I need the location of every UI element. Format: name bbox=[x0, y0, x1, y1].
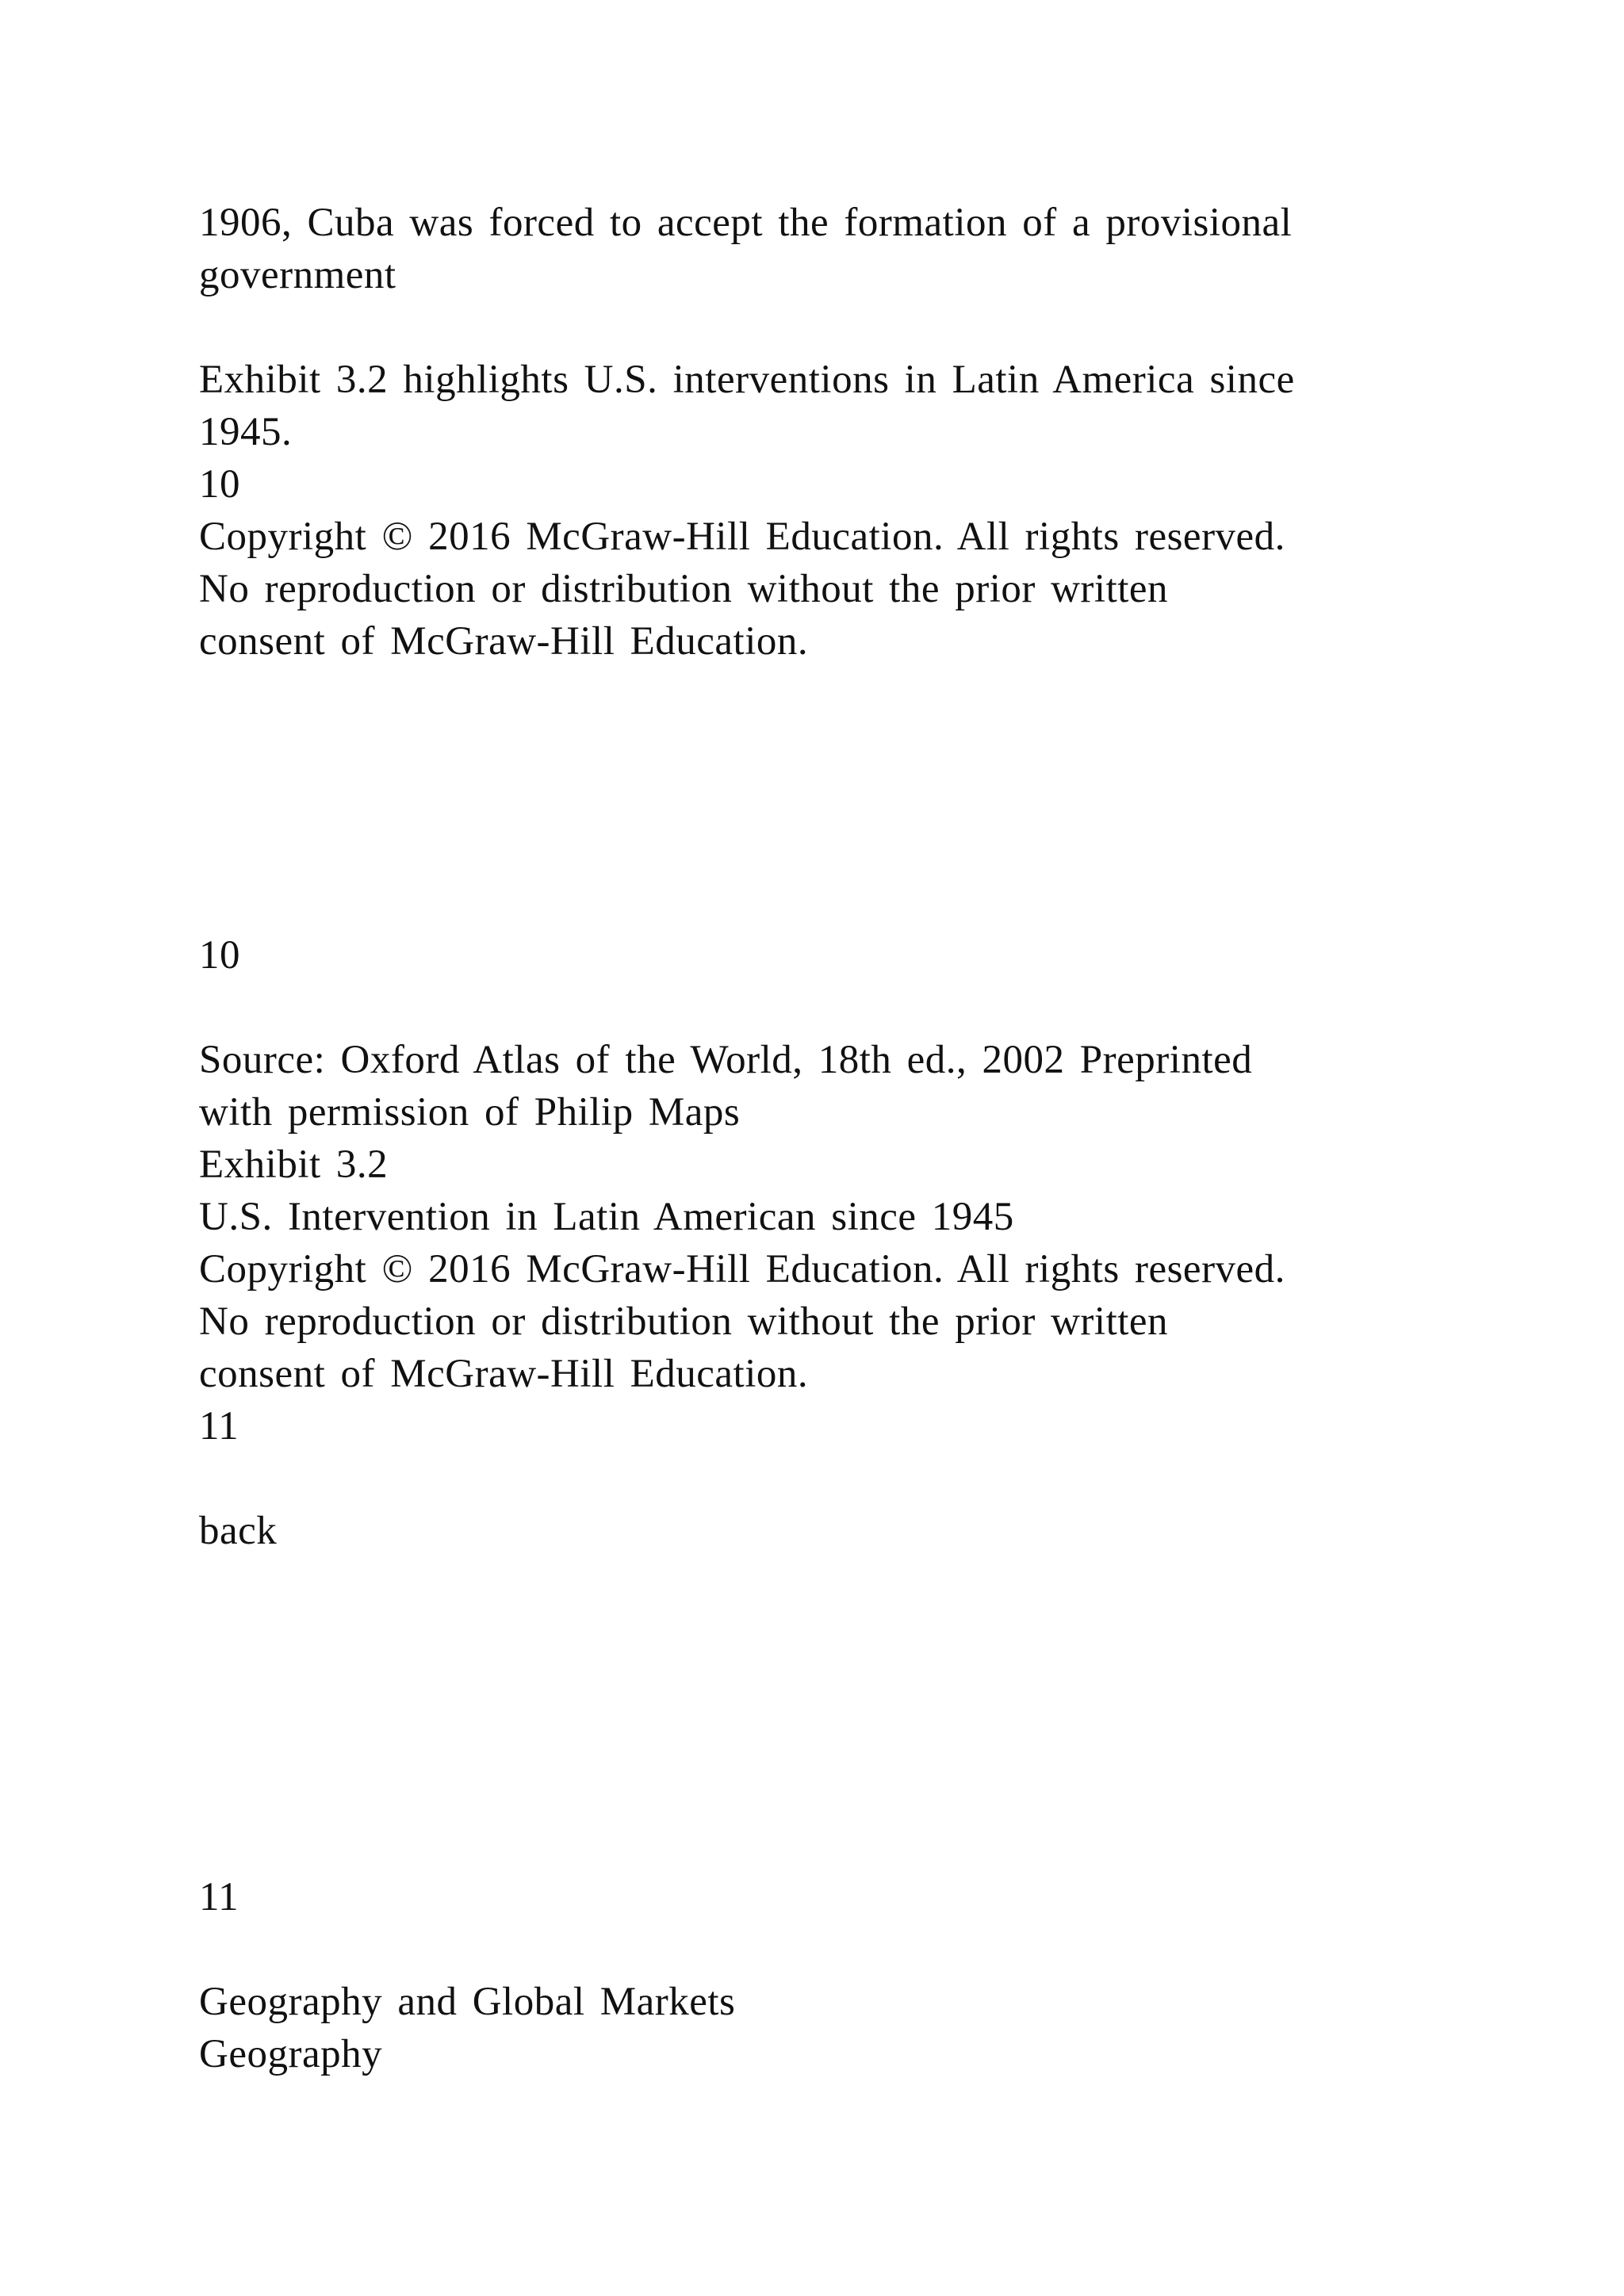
body-text-line: 1906, Cuba was forced to accept the formation of a provisional bbox=[199, 201, 1293, 245]
page-number: 10 bbox=[199, 933, 240, 978]
page-number: 11 bbox=[199, 1875, 239, 1919]
body-text-line: 1945. bbox=[199, 410, 293, 454]
section-heading: Geography bbox=[199, 2032, 383, 2076]
copyright-text: No reproduction or distribution without the prior written bbox=[199, 567, 1169, 611]
copyright-text: No reproduction or distribution without the prior written bbox=[199, 1299, 1169, 1344]
slide-number: 11 bbox=[199, 1404, 239, 1448]
copyright-text: Copyright © 2016 McGraw-Hill Education. All rights reserved. bbox=[199, 515, 1285, 559]
exhibit-label: Exhibit 3.2 bbox=[199, 1142, 389, 1187]
source-text: Source: Oxford Atlas of the World, 18th ed., 2002 Preprinted bbox=[199, 1038, 1253, 1082]
body-text-line: Exhibit 3.2 highlights U.S. interventions in Latin America since bbox=[199, 358, 1295, 402]
back-text: back bbox=[199, 1509, 278, 1553]
source-text: with permission of Philip Maps bbox=[199, 1090, 741, 1135]
body-text-line: government bbox=[199, 253, 396, 297]
copyright-text: Copyright © 2016 McGraw-Hill Education. All rights reserved. bbox=[199, 1247, 1285, 1292]
exhibit-title: U.S. Intervention in Latin American since 1945 bbox=[199, 1195, 1014, 1239]
slide-number: 10 bbox=[199, 462, 240, 507]
copyright-text: consent of McGraw-Hill Education. bbox=[199, 1352, 809, 1396]
copyright-text: consent of McGraw-Hill Education. bbox=[199, 619, 809, 664]
section-heading: Geography and Global Markets bbox=[199, 1980, 736, 2024]
